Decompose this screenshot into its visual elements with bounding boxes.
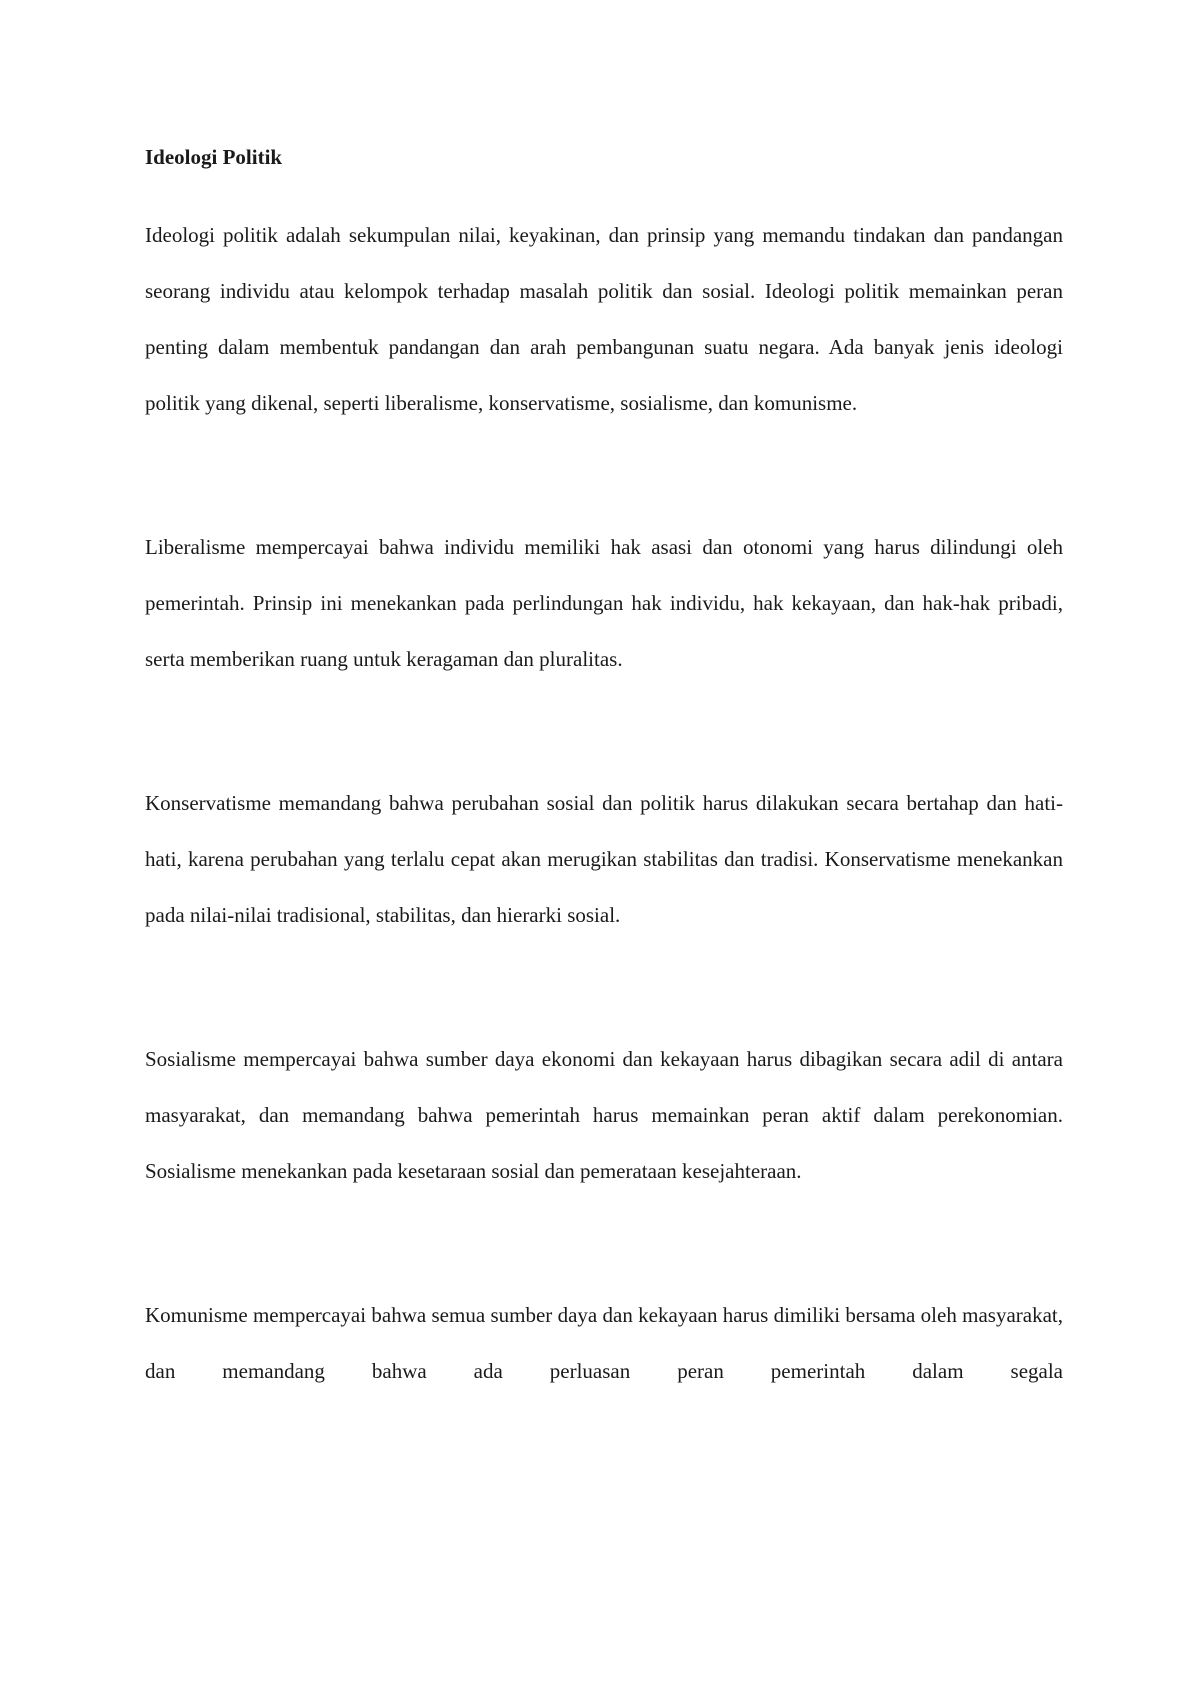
paragraph-konservatisme: Konservatisme memandang bahwa perubahan sosial dan politik harus dilakukan secara bertahap dan hati-hati, karena perubahan yang terlalu cepat akan merugikan stabilitas dan tradisi. Konservatisme menekankan pada nilai-nilai tradisional, stabilitas, dan hierarki sosial.: [145, 791, 1063, 927]
paragraph-spacer: [145, 431, 1063, 519]
document-title: Ideologi Politik: [145, 145, 283, 169]
paragraph-spacer: [145, 943, 1063, 1031]
paragraph-spacer: [145, 687, 1063, 775]
paragraph-liberalisme: Liberalisme mempercayai bahwa individu memiliki hak asasi dan otonomi yang harus dilindungi oleh pemerintah. Prinsip ini menekankan pada perlindungan hak individu, hak kekayaan, dan hak-hak pribadi, serta memberikan ruang untuk keragaman dan pluralitas.: [145, 535, 1063, 671]
paragraph-spacer: [145, 1199, 1063, 1287]
paragraph-komunisme: Komunisme mempercayai bahwa semua sumber daya dan kekayaan harus dimiliki bersama oleh masyarakat, dan memandang bahwa ada perluasan peran pemerintah dalam segala: [145, 1303, 1063, 1383]
document-body: [145, 143, 1063, 1399]
paragraph-intro: Ideologi politik adalah sekumpulan nilai, keyakinan, dan prinsip yang memandu tindakan dan pandangan seorang individu atau kelompok terhadap masalah politik dan sosial. Ideologi politik memainkan peran penting dalam membentuk pandangan dan arah pembangunan suatu negara. Ada banyak jenis ideologi politik yang dikenal, seperti liberalisme, konservatisme, sosialisme, dan komunisme.: [145, 223, 1063, 415]
paragraph-sosialisme: Sosialisme mempercayai bahwa sumber daya ekonomi dan kekayaan harus dibagikan secara adil di antara masyarakat, dan memandang bahwa pemerintah harus memainkan peran aktif dalam perekonomian. Sosialisme menekankan pada kesetaraan sosial dan pemerataan kesejahteraan.: [145, 1047, 1063, 1183]
